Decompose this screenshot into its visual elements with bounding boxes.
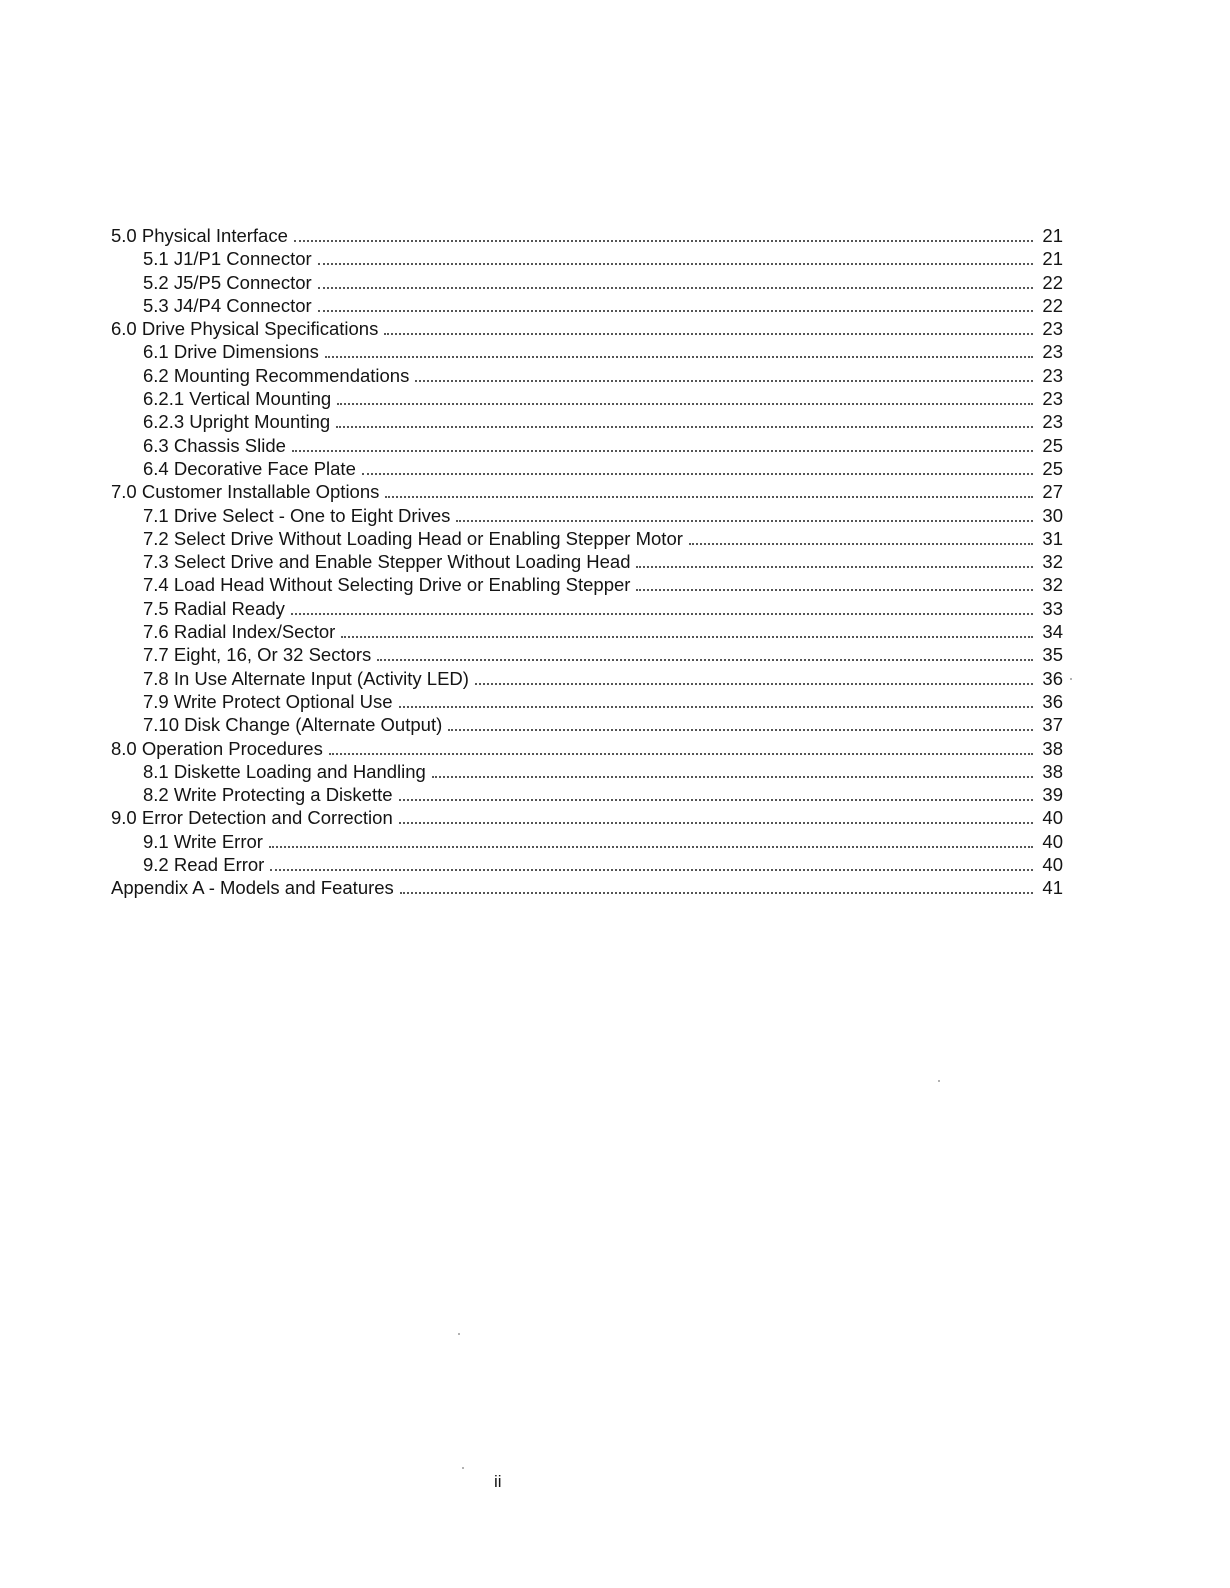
toc-entry-page: 23 bbox=[1042, 341, 1063, 363]
toc-entry-page: 32 bbox=[1042, 574, 1063, 596]
toc-entry bbox=[111, 480, 1063, 503]
toc-entry-page: 21 bbox=[1042, 225, 1063, 246]
toc-entry-page: 33 bbox=[1042, 597, 1063, 619]
dot-leader bbox=[384, 333, 1033, 335]
toc-entry bbox=[111, 690, 1063, 713]
dot-leader bbox=[415, 380, 1033, 382]
toc-entry-title: 6.4 Decorative Face Plate bbox=[143, 457, 356, 479]
toc-entry-title: 7.10 Disk Change (Alternate Output) bbox=[143, 714, 443, 736]
toc-entry bbox=[111, 224, 1063, 247]
toc-entry-page: 23 bbox=[1042, 388, 1063, 410]
dot-leader bbox=[269, 846, 1033, 848]
toc-entry bbox=[111, 573, 1063, 596]
toc-entry-title: 6.1 Drive Dimensions bbox=[143, 341, 319, 363]
dot-leader bbox=[432, 776, 1033, 778]
toc-entry bbox=[111, 271, 1063, 294]
toc-entry-title: 6.2.1 Vertical Mounting bbox=[143, 388, 332, 410]
dot-leader bbox=[341, 636, 1033, 638]
toc-entry bbox=[111, 830, 1063, 853]
toc-entry bbox=[111, 876, 1063, 899]
toc-entry-page: 38 bbox=[1042, 760, 1063, 782]
toc-entry bbox=[111, 247, 1063, 270]
toc-entry-title: 8.0 Operation Procedures bbox=[111, 737, 323, 759]
dot-leader bbox=[318, 263, 1033, 265]
toc-entry bbox=[111, 410, 1063, 433]
toc-entry bbox=[111, 760, 1063, 783]
toc-entry bbox=[111, 294, 1063, 317]
toc-entry bbox=[111, 806, 1063, 829]
dot-leader bbox=[448, 729, 1033, 731]
toc-entry-page: 31 bbox=[1042, 527, 1063, 549]
dot-leader bbox=[318, 310, 1033, 312]
dot-leader bbox=[377, 659, 1033, 661]
toc-entry bbox=[111, 457, 1063, 480]
scan-speck bbox=[938, 1080, 940, 1082]
toc-entry-title: 5.2 J5/P5 Connector bbox=[143, 271, 312, 293]
toc-entry-title: 6.3 Chassis Slide bbox=[143, 434, 286, 456]
dot-leader bbox=[456, 520, 1033, 522]
toc-entry-title: 5.3 J4/P4 Connector bbox=[143, 294, 312, 316]
dot-leader bbox=[689, 543, 1033, 545]
toc-entry-page: 36 bbox=[1042, 667, 1063, 689]
dot-leader bbox=[270, 869, 1033, 871]
toc-entry-page: 38 bbox=[1042, 737, 1063, 759]
toc-entry-page: 25 bbox=[1042, 434, 1063, 456]
toc-entry-title: 8.2 Write Protecting a Diskette bbox=[143, 784, 393, 806]
page-number: ii bbox=[494, 1472, 502, 1491]
dot-leader bbox=[294, 240, 1033, 242]
toc-entry-page: 36 bbox=[1042, 690, 1063, 712]
toc-entry bbox=[111, 597, 1063, 620]
dot-leader bbox=[475, 683, 1033, 685]
toc-entry-page: 27 bbox=[1042, 481, 1063, 503]
toc-entry-title: 7.2 Select Drive Without Loading Head or Enabling Stepper Motor bbox=[143, 527, 683, 549]
toc-entry-page: 23 bbox=[1042, 364, 1063, 386]
toc-entry-title: 7.7 Eight, 16, Or 32 Sectors bbox=[143, 644, 372, 666]
toc-entry-title: 7.5 Radial Ready bbox=[143, 597, 285, 619]
toc-entry-page: 22 bbox=[1042, 271, 1063, 293]
dot-leader bbox=[400, 892, 1033, 894]
toc-entry-title: 5.0 Physical Interface bbox=[111, 225, 288, 246]
dot-leader bbox=[329, 753, 1033, 755]
dot-leader bbox=[636, 566, 1033, 568]
toc-entry-title: 7.1 Drive Select - One to Eight Drives bbox=[143, 504, 451, 526]
toc-entry-page: 40 bbox=[1042, 830, 1063, 852]
toc-entry-page: 40 bbox=[1042, 854, 1063, 876]
toc-entry-title: 7.8 In Use Alternate Input (Activity LED) bbox=[143, 667, 469, 689]
toc-entry bbox=[111, 317, 1063, 340]
toc-entry-page: 34 bbox=[1042, 621, 1063, 643]
toc-entry-page: 40 bbox=[1042, 807, 1063, 829]
dot-leader bbox=[292, 450, 1033, 452]
toc-entry-page: 32 bbox=[1042, 551, 1063, 573]
toc-entry bbox=[111, 387, 1063, 410]
toc-entry-title: 7.3 Select Drive and Enable Stepper Without Loading Head bbox=[143, 551, 631, 573]
toc-entry-page: 30 bbox=[1042, 504, 1063, 526]
toc-entry bbox=[111, 364, 1063, 387]
toc-entry-title: Appendix A - Models and Features bbox=[111, 877, 394, 899]
toc-entry bbox=[111, 783, 1063, 806]
toc-entry-page: 41 bbox=[1042, 877, 1063, 899]
toc-entry-page: 23 bbox=[1042, 411, 1063, 433]
toc-entry-title: 9.0 Error Detection and Correction bbox=[111, 807, 393, 829]
toc-entry-title: 7.4 Load Head Without Selecting Drive or Enabling Stepper bbox=[143, 574, 631, 596]
scan-speck bbox=[1070, 678, 1072, 680]
dot-leader bbox=[636, 589, 1033, 591]
toc-entry bbox=[111, 737, 1063, 760]
toc-entry-page: 22 bbox=[1042, 294, 1063, 316]
toc-entry bbox=[111, 713, 1063, 736]
toc-entry bbox=[111, 340, 1063, 363]
table-of-contents bbox=[111, 224, 1063, 900]
toc-entry-title: 6.0 Drive Physical Specifications bbox=[111, 318, 379, 340]
toc-entry-title: 9.2 Read Error bbox=[143, 854, 265, 876]
toc-entry-page: 37 bbox=[1042, 714, 1063, 736]
toc-entry-title: 7.6 Radial Index/Sector bbox=[143, 621, 336, 643]
dot-leader bbox=[325, 356, 1033, 358]
toc-entry bbox=[111, 550, 1063, 573]
toc-entry-title: 7.9 Write Protect Optional Use bbox=[143, 690, 393, 712]
toc-entry-page: 39 bbox=[1042, 784, 1063, 806]
scan-speck bbox=[462, 1467, 464, 1469]
dot-leader bbox=[291, 613, 1033, 615]
toc-entry bbox=[111, 504, 1063, 527]
toc-entry bbox=[111, 643, 1063, 666]
dot-leader bbox=[318, 287, 1033, 289]
dot-leader bbox=[336, 426, 1033, 428]
toc-entry-title: 8.1 Diskette Loading and Handling bbox=[143, 760, 426, 782]
dot-leader bbox=[362, 473, 1033, 475]
toc-entry bbox=[111, 667, 1063, 690]
toc-entry-page: 35 bbox=[1042, 644, 1063, 666]
toc-entry-page: 23 bbox=[1042, 318, 1063, 340]
toc-entry bbox=[111, 527, 1063, 550]
toc-entry bbox=[111, 434, 1063, 457]
toc-entry bbox=[111, 620, 1063, 643]
toc-entry-title: 6.2 Mounting Recommendations bbox=[143, 364, 410, 386]
scan-speck bbox=[458, 1333, 460, 1335]
dot-leader bbox=[385, 496, 1033, 498]
toc-entry bbox=[111, 853, 1063, 876]
toc-entry-page: 25 bbox=[1042, 457, 1063, 479]
toc-entry-title: 7.0 Customer Installable Options bbox=[111, 481, 380, 503]
dot-leader bbox=[399, 822, 1033, 824]
toc-entry-page: 21 bbox=[1042, 248, 1063, 270]
toc-entry-title: 9.1 Write Error bbox=[143, 830, 263, 852]
dot-leader bbox=[399, 706, 1033, 708]
toc-entry-title: 6.2.3 Upright Mounting bbox=[143, 411, 331, 433]
toc-entry-title: 5.1 J1/P1 Connector bbox=[143, 248, 312, 270]
dot-leader bbox=[337, 403, 1033, 405]
dot-leader bbox=[399, 799, 1033, 801]
